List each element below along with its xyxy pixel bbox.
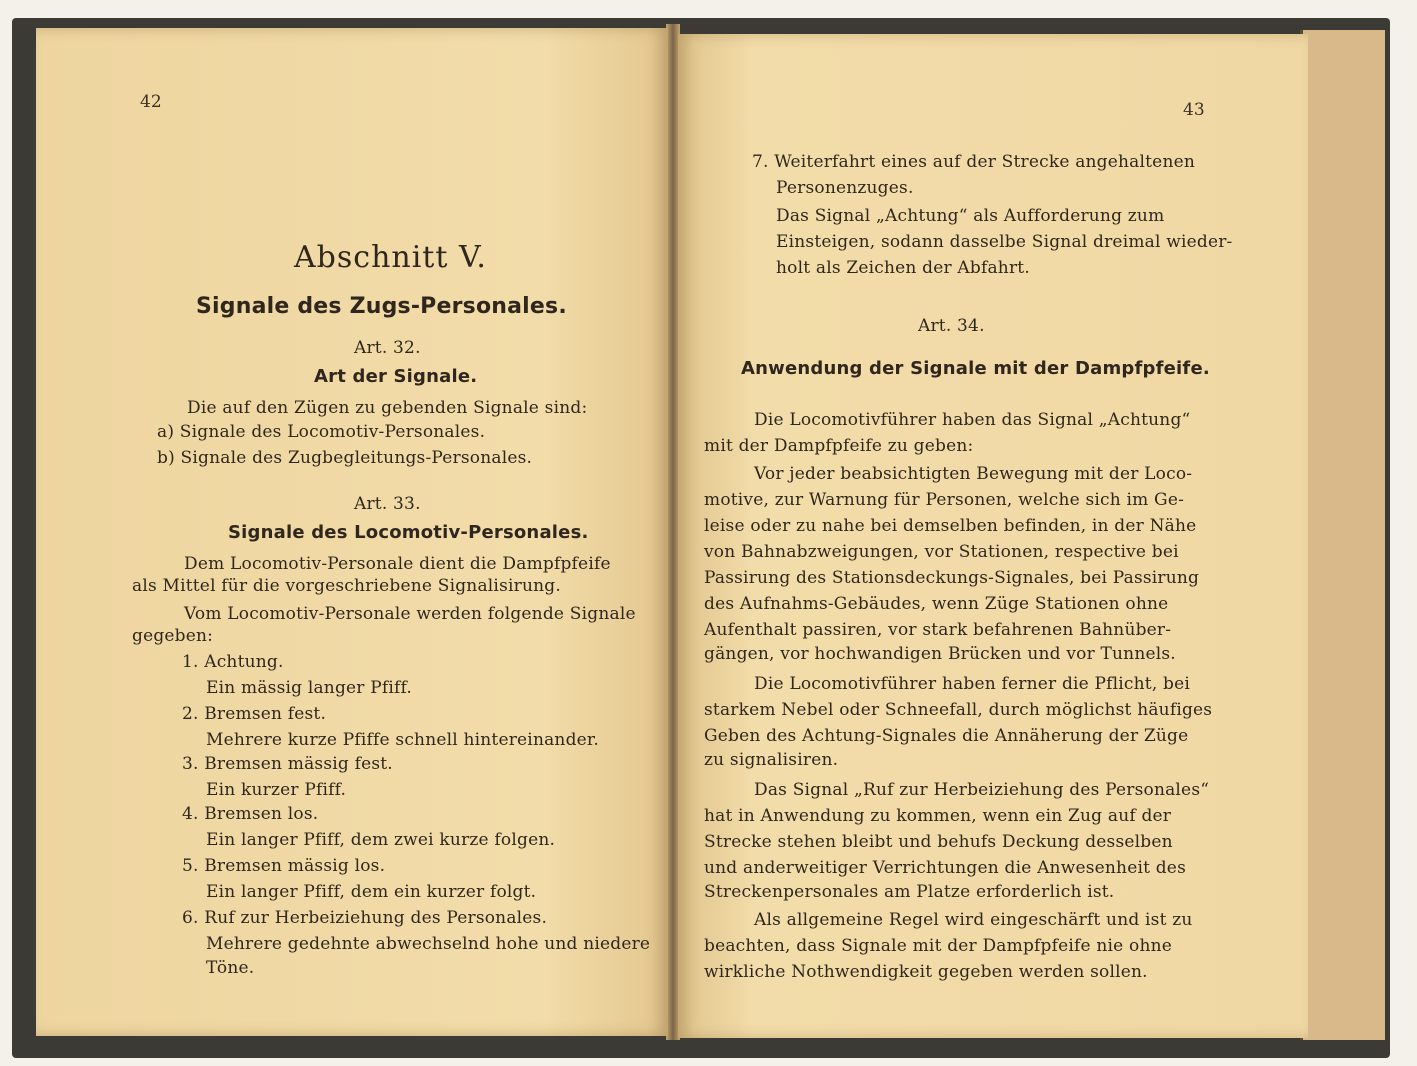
- signal-description: Ein mässig langer Pfiff.: [206, 678, 412, 698]
- text-line: Das Signal „Ruf zur Herbeiziehung des Personales“: [754, 780, 1210, 800]
- text-line: Einsteigen, sodann dasselbe Signal dreimal wieder-: [776, 232, 1233, 252]
- signal-item: 1. Achtung.: [182, 652, 284, 672]
- text-line: Die Locomotivführer haben ferner die Pflicht, bei: [754, 674, 1191, 694]
- page-number-right: 43: [1183, 100, 1205, 120]
- signal-item: 6. Ruf zur Herbeiziehung des Personales.: [182, 908, 548, 928]
- text-line: b) Signale des Zugbegleitungs-Personales.: [157, 448, 533, 468]
- text-line: Dem Locomotiv-Personale dient die Dampfpfeife: [184, 554, 611, 574]
- text-line: Die auf den Zügen zu gebenden Signale sind:: [187, 398, 588, 418]
- left-page: [36, 28, 668, 1036]
- text-line: motive, zur Warnung für Personen, welche sich im Ge-: [704, 490, 1185, 510]
- text-line: starkem Nebel oder Schneefall, durch möglichst häufiges: [704, 700, 1213, 720]
- text-line: von Bahnabzweigungen, vor Stationen, respective bei: [704, 542, 1179, 562]
- text-line: zu signalisiren.: [704, 750, 839, 770]
- article-33-heading: Signale des Locomotiv-Personales.: [228, 522, 589, 543]
- page-number-left: 42: [140, 92, 162, 112]
- text-line: Das Signal „Achtung“ als Aufforderung zum: [776, 206, 1165, 226]
- text-line: Als allgemeine Regel wird eingeschärft und ist zu: [754, 910, 1193, 930]
- text-line: Personenzuges.: [776, 178, 914, 198]
- text-line: beachten, dass Signale mit der Dampfpfeife nie ohne: [704, 936, 1173, 956]
- text-line: Die Locomotivführer haben das Signal „Achtung“: [754, 410, 1191, 430]
- signal-description: Ein langer Pfiff, dem ein kurzer folgt.: [206, 882, 537, 902]
- text-line: Vor jeder beabsichtigten Bewegung mit der Loco-: [754, 464, 1193, 484]
- right-page: [678, 34, 1308, 1038]
- text-line: Streckenpersonales am Platze erforderlich ist.: [704, 882, 1115, 902]
- text-line: Passirung des Stationsdeckungs-Signales, bei Passirung: [704, 568, 1200, 588]
- article-34-label: Art. 34.: [918, 316, 985, 336]
- article-34-heading: Anwendung der Signale mit der Dampfpfeife.: [741, 358, 1210, 379]
- signal-item: 2. Bremsen fest.: [182, 704, 327, 724]
- page-edges: [1300, 30, 1385, 1040]
- signal-description: Mehrere kurze Pfiffe schnell hintereinander.: [206, 730, 599, 750]
- text-line: des Aufnahms-Gebäudes, wenn Züge Stationen ohne: [704, 594, 1169, 614]
- text-line: Vom Locomotiv-Personale werden folgende Signale: [184, 604, 636, 624]
- signal-item: 7. Weiterfahrt eines auf der Strecke angehaltenen: [752, 152, 1196, 172]
- text-line: als Mittel für die vorgeschriebene Signalisirung.: [132, 576, 561, 596]
- text-line: und anderweitiger Verrichtungen die Anwesenheit des: [704, 858, 1186, 878]
- text-line: holt als Zeichen der Abfahrt.: [776, 258, 1030, 278]
- article-33-label: Art. 33.: [354, 494, 421, 514]
- article-32-label: Art. 32.: [354, 338, 421, 358]
- signal-description: Mehrere gedehnte abwechselnd hohe und niedere: [206, 934, 651, 954]
- text-line: Geben des Achtung-Signales die Annäherung der Züge: [704, 726, 1189, 746]
- text-line: Strecke stehen bleibt und behufs Deckung desselben: [704, 832, 1173, 852]
- signal-description: Ein kurzer Pfiff.: [206, 780, 347, 800]
- signal-description: Ein langer Pfiff, dem zwei kurze folgen.: [206, 830, 556, 850]
- text-line: a) Signale des Locomotiv-Personales.: [157, 422, 486, 442]
- text-line: Aufenthalt passiren, vor stark befahrenen Bahnüber-: [704, 620, 1172, 640]
- text-line: wirkliche Nothwendigkeit gegeben werden sollen.: [704, 962, 1148, 982]
- signal-item: 4. Bremsen los.: [182, 804, 319, 824]
- text-line: leise oder zu nahe bei demselben befinden, in der Nähe: [704, 516, 1197, 536]
- text-line: gängen, vor hochwandigen Brücken und vor Tunnels.: [704, 644, 1176, 664]
- section-title: Abschnitt V.: [294, 240, 487, 275]
- section-subtitle: Signale des Zugs-Personales.: [196, 294, 567, 319]
- text-line: hat in Anwendung zu kommen, wenn ein Zug auf der: [704, 806, 1172, 826]
- article-32-heading: Art der Signale.: [314, 366, 478, 387]
- signal-item: 3. Bremsen mässig fest.: [182, 754, 393, 774]
- text-line: mit der Dampfpfeife zu geben:: [704, 436, 974, 456]
- signal-item: 5. Bremsen mässig los.: [182, 856, 386, 876]
- signal-description: Töne.: [206, 958, 255, 978]
- text-line: gegeben:: [132, 626, 214, 646]
